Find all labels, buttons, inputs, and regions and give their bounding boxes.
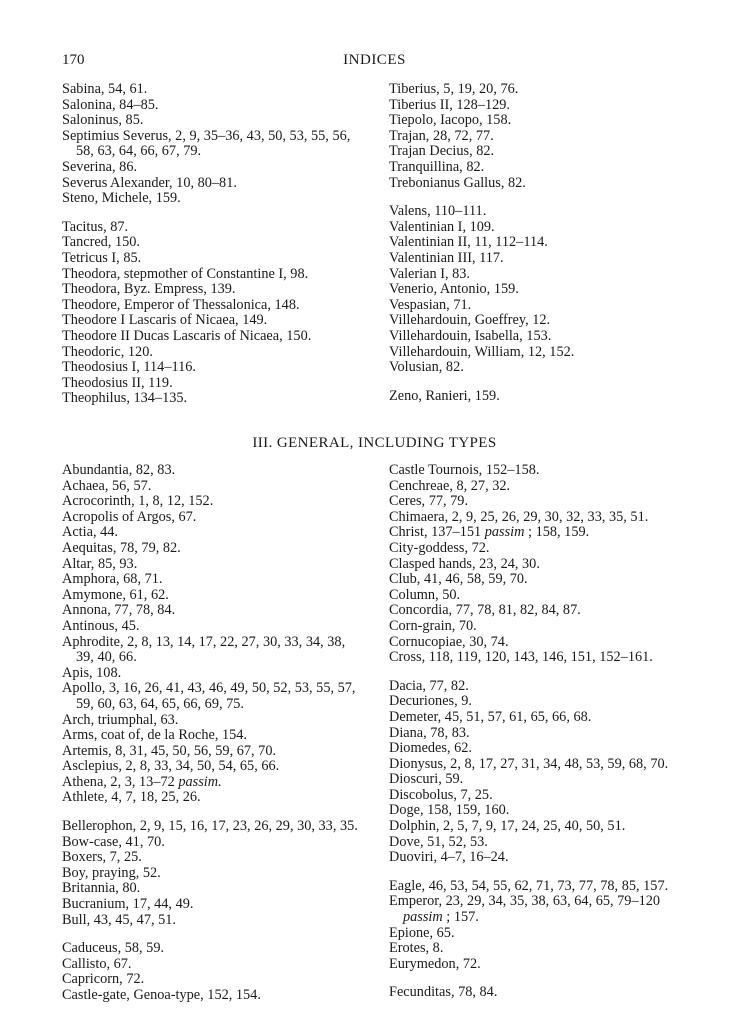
index-entry: Valentinian III, 117. <box>389 249 504 266</box>
index-entry: Villehardouin, Isabella, 153. <box>389 327 552 344</box>
index-entry: Decuriones, 9. <box>389 693 472 710</box>
index-entry: Bull, 43, 45, 47, 51. <box>62 911 176 928</box>
index-entry: Severina, 86. <box>62 158 138 175</box>
index-entry: Dolphin, 2, 5, 7, 9, 17, 24, 25, 40, 50, 51. <box>389 818 626 835</box>
index-entry: Actia, 44. <box>62 524 118 541</box>
index-column-bottom-left <box>62 463 392 1004</box>
index-entry: Boxers, 7, 25. <box>62 849 142 866</box>
index-entry: Tranquillina, 82. <box>389 158 485 175</box>
index-entry: Sabina, 54, 61. <box>62 81 148 97</box>
index-entry: Clasped hands, 23, 24, 30. <box>389 555 540 572</box>
index-entry: Salonina, 84–85. <box>62 96 159 113</box>
index-entry: Theodore I Lascaris of Nicaea, 149. <box>62 312 268 329</box>
index-entry: Valerian I, 83. <box>389 265 470 282</box>
index-entry: Club, 41, 46, 58, 59, 70. <box>389 571 528 588</box>
index-entry: Corn-grain, 70. <box>389 617 477 634</box>
index-entry: Theodosius I, 114–116. <box>62 359 196 376</box>
index-entry: Emperor, 23, 29, 34, 35, 38, 63, 64, 65, 79–120 <box>389 893 661 910</box>
index-entry: Amphora, 68, 71. <box>62 571 163 588</box>
index-entry: Fecunditas, 78, 84. <box>389 984 498 1001</box>
index-entry: Callisto, 67. <box>62 955 132 972</box>
index-entry: Theodore II Ducas Lascaris of Nicaea, 150. <box>62 327 312 344</box>
index-entry: Eagle, 46, 53, 54, 55, 62, 71, 73, 77, 78, 85, 157. <box>389 877 669 894</box>
index-entry: Acrocorinth, 1, 8, 12, 152. <box>62 493 214 510</box>
index-entry: Dove, 51, 52, 53. <box>389 833 488 850</box>
index-entry: Apis, 108. <box>62 664 122 681</box>
index-entry: Villehardouin, William, 12, 152. <box>389 343 575 360</box>
index-entry: Valentinian II, 11, 112–114. <box>389 234 548 251</box>
index-entry: Acropolis of Argos, 67. <box>62 508 197 525</box>
index-entry: Cornucopiae, 30, 74. <box>389 633 509 650</box>
running-head: INDICES <box>343 52 406 68</box>
index-entry: Abundantia, 82, 83. <box>62 462 176 478</box>
index-entry: Demeter, 45, 51, 57, 61, 65, 66, 68. <box>389 708 592 725</box>
index-entry: Theodosius II, 119. <box>62 374 173 391</box>
passim-note: passim <box>481 524 525 541</box>
index-entry: Arms, coat of, de la Roche, 154. <box>62 727 248 744</box>
index-entry: 59, 60, 63, 64, 65, 66, 69, 75. <box>76 695 244 712</box>
index-entry: Cross, 118, 119, 120, 143, 146, 151, 152–161. <box>389 649 653 666</box>
index-entry: Vespasian, 71. <box>389 296 472 313</box>
index-entry: Dioscuri, 59. <box>389 771 464 788</box>
index-entry: Christ, 137–151 passim ; 158, 159. <box>389 524 590 541</box>
index-entry: Epione, 65. <box>389 924 455 941</box>
index-entry: Asclepius, 2, 8, 33, 34, 50, 54, 65, 66. <box>62 758 280 775</box>
index-entry: Boy, praying, 52. <box>62 864 161 881</box>
page-number: 170 <box>62 52 85 68</box>
index-entry: Capricorn, 72. <box>62 971 145 988</box>
index-entry: Dionysus, 2, 8, 17, 27, 31, 34, 48, 53, 59, 68, 70. <box>389 755 669 772</box>
index-entry: Caduceus, 58, 59. <box>62 940 165 957</box>
index-entry: Severus Alexander, 10, 80–81. <box>62 174 237 191</box>
index-column-top-right <box>389 82 719 404</box>
index-entry: Apollo, 3, 16, 26, 41, 43, 46, 49, 50, 52, 53, 55, 57, <box>62 680 356 697</box>
index-entry: Athena, 2, 3, 13–72 passim. <box>62 773 222 790</box>
passim-note: passim <box>403 909 443 926</box>
index-entry: Bow-case, 41, 70. <box>62 833 165 850</box>
entry-tail: ; 158, 159. <box>524 524 590 541</box>
index-entry: Trajan Decius, 82. <box>389 143 495 160</box>
index-entry: 39, 40, 66. <box>76 649 137 666</box>
index-entry: Duoviri, 4–7, 16–24. <box>389 849 509 866</box>
index-entry: Erotes, 8. <box>389 940 444 957</box>
index-entry: Theodoric, 120. <box>62 343 153 360</box>
index-entry: Cenchreae, 8, 27, 32. <box>389 477 511 494</box>
index-entry: Aequitas, 78, 79, 82. <box>62 539 181 556</box>
index-entry: Septimius Severus, 2, 9, 35–36, 43, 50, 53, 55, 56, <box>62 127 351 144</box>
index-entry <box>389 910 719 926</box>
index-entry: Theodore, Emperor of Thessalonica, 148. <box>62 296 300 313</box>
index-entry: Theodora, Byz. Empress, 139. <box>62 281 236 298</box>
index-entry: Concordia, 77, 78, 81, 82, 84, 87. <box>389 602 581 619</box>
entry-tail: ; 157. <box>442 909 479 926</box>
index-entry: Valens, 110–111. <box>389 203 487 220</box>
section-title: III. GENERAL, INCLUDING TYPES <box>252 435 497 451</box>
index-entry: Chimaera, 2, 9, 25, 26, 29, 30, 32, 33, 35, 51. <box>389 508 649 525</box>
index-entry: Bucranium, 17, 44, 49. <box>62 896 194 913</box>
index-entry: Altar, 85, 93. <box>62 555 138 572</box>
index-entry: Dacia, 77, 82. <box>389 677 469 694</box>
index-entry: Annona, 77, 78, 84. <box>62 602 176 619</box>
index-column-bottom-right <box>389 463 719 1001</box>
passim-note: passim. <box>174 773 222 790</box>
index-entry: Tiberius, 5, 19, 20, 76. <box>389 81 519 97</box>
index-entry: Amymone, 61, 62. <box>62 586 169 603</box>
index-entry: Tiberius II, 128–129. <box>389 96 510 113</box>
index-entry: Achaea, 56, 57. <box>62 477 152 494</box>
index-entry: Bellerophon, 2, 9, 15, 16, 17, 23, 26, 29, 30, 33, 35. <box>62 818 358 835</box>
index-entry: Diomedes, 62. <box>389 740 472 757</box>
index-entry: Arch, triumphal, 63. <box>62 711 179 728</box>
index-entry: Venerio, Antonio, 159. <box>389 281 519 298</box>
index-entry: Villehardouin, Goeffrey, 12. <box>389 312 551 329</box>
index-entry: Athlete, 4, 7, 18, 25, 26. <box>62 789 201 806</box>
index-entry: Trebonianus Gallus, 82. <box>389 174 526 191</box>
index-entry: Zeno, Ranieri, 159. <box>389 387 500 404</box>
index-entry: Doge, 158, 159, 160. <box>389 802 510 819</box>
index-entry: 58, 63, 64, 66, 67, 79. <box>76 143 202 160</box>
index-entry: Ceres, 77, 79. <box>389 493 469 510</box>
index-entry: City-goddess, 72. <box>389 539 490 556</box>
index-entry: Diana, 78, 83. <box>389 724 470 741</box>
index-entry: Valentinian I, 109. <box>389 218 495 235</box>
index-entry: Tacitus, 87. <box>62 218 129 235</box>
index-entry: Saloninus, 85. <box>62 112 144 129</box>
index-entry: Artemis, 8, 31, 45, 50, 56, 59, 67, 70. <box>62 742 277 759</box>
index-entry: Aphrodite, 2, 8, 13, 14, 17, 22, 27, 30, 33, 34, 38, <box>62 633 346 650</box>
index-entry: Castle Tournois, 152–158. <box>389 462 540 478</box>
index-entry: Steno, Michele, 159. <box>62 190 181 207</box>
index-entry: Trajan, 28, 72, 77. <box>389 127 494 144</box>
index-column-top-left <box>62 82 392 407</box>
index-entry: Theophilus, 134–135. <box>62 390 188 407</box>
index-entry: Castle-gate, Genoa-type, 152, 154. <box>62 987 261 1003</box>
index-entry: Eurymedon, 72. <box>389 955 481 972</box>
index-entry: Antinous, 45. <box>62 617 140 634</box>
index-entry: Volusian, 82. <box>389 359 464 376</box>
index-entry: Theodora, stepmother of Constantine I, 98. <box>62 265 309 282</box>
index-entry: Tiepolo, Iacopo, 158. <box>389 112 512 129</box>
index-entry: Tancred, 150. <box>62 234 140 251</box>
index-entry: Column, 50. <box>389 586 461 603</box>
index-entry: Tetricus I, 85. <box>62 249 142 266</box>
index-entry: Britannia, 80. <box>62 880 141 897</box>
index-entry: Discobolus, 7, 25. <box>389 786 493 803</box>
